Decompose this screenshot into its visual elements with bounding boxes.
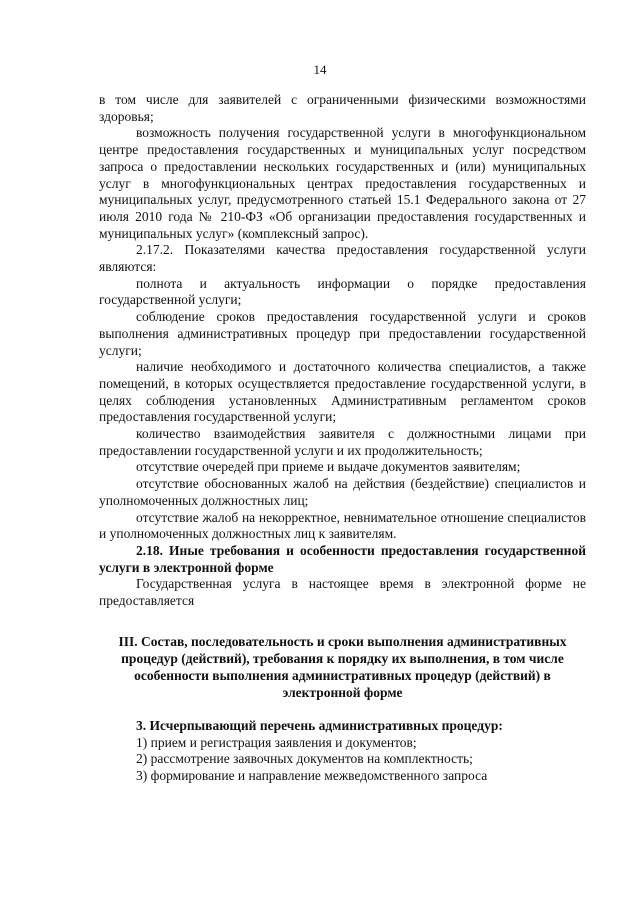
section-heading-2-18: 2.18. Иные требования и особенности предоставления государственной услуги в электронной форме	[99, 542, 586, 575]
paragraph: соблюдение сроков предоставления государственной услуги и сроков выполнения административных процедур при предоставлении государственной услуги;	[99, 309, 586, 358]
page-number: 14	[313, 62, 327, 77]
subheading: 3. Исчерпывающий перечень административных процедур:	[136, 717, 503, 733]
paragraph: возможность получения государственной услуги в многофункциональном центре предоставления государственных и муниципальных услуг посредством запроса о предоставлении нескольких государственных и (или) муниципальных услуг в многофункциональных центрах предоставления государственных и муниципальных услуг, предусмотренного статьей 15.1 Федерального закона от 27 июля 2010 года № 210-ФЗ «Об организации предоставления государственных и муниципальных услуг» (комплексный запрос).	[99, 125, 586, 241]
document-body	[99, 92, 586, 785]
paragraph: отсутствие жалоб на некорректное, невнимательное отношение специалистов и уполномоченных должностных лиц к заявителям.	[99, 509, 586, 542]
paragraph: количество взаимодействия заявителя с должностными лицами при предоставлении государственной услуги и их продолжительность;	[99, 426, 586, 458]
list-item: 3) формирование и направление межведомственного запроса	[136, 767, 488, 783]
paragraph: в том числе для заявителей с ограниченными физическими возможностями здоровья;	[99, 92, 586, 124]
paragraph: отсутствие очередей при приеме и выдаче документов заявителям;	[136, 459, 521, 475]
paragraph: Государственная услуга в настоящее время в электронной форме не предоставляется	[99, 576, 586, 609]
section-title: III. Состав, последовательность и сроки выполнения административных процедур (действий), требования к порядку их выполнения, в том числе особенности выполнения административных процедур (действий) в электронной форме	[118, 633, 567, 700]
list-item: 2) рассмотрение заявочных документов на комплектность;	[136, 751, 473, 767]
paragraph: 2.17.2. Показателями качества предоставления государственной услуги являются:	[99, 242, 586, 275]
paragraph: наличие необходимого и достаточного количества специалистов, а также помещений, в которых осуществляется предоставление государственной услуги, в целях соблюдения установленных Административным регламентом сроков предоставления государственной услуги;	[99, 359, 586, 425]
paragraph: отсутствие обоснованных жалоб на действия (бездействие) специалистов и уполномоченных должностных лиц;	[99, 476, 586, 508]
paragraph: полнота и актуальность информации о порядке предоставления государственной услуги;	[99, 275, 586, 308]
list-item: 1) прием и регистрация заявления и документов;	[136, 734, 417, 750]
